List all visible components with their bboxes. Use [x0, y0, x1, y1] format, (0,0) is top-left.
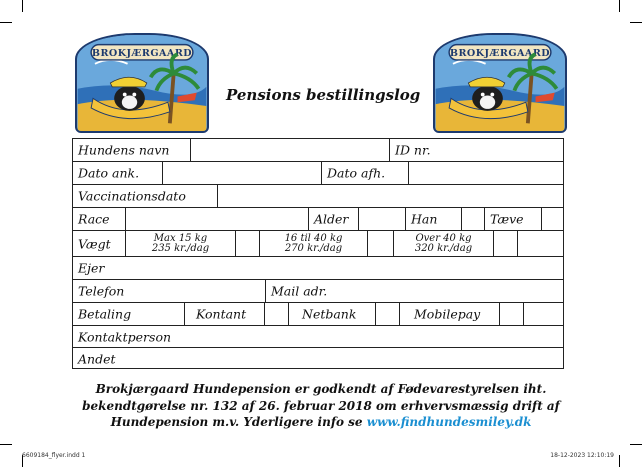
svg-text:BROKJÆRGAARD: BROKJÆRGAARD [449, 48, 551, 60]
arrival-date-field[interactable] [162, 162, 321, 184]
netbank-label: Netbank [302, 306, 357, 322]
price-tier-small: Max 15 kg 235 kr./dag [151, 232, 210, 254]
female-label: Tæve [490, 211, 524, 227]
form-row-phone [73, 280, 563, 303]
age-field[interactable] [358, 208, 405, 230]
race-label: Race [78, 211, 110, 227]
findhundesmiley-link[interactable]: www.findhundesmiley.dk [366, 415, 532, 429]
crop-mark [0, 444, 12, 445]
crop-mark [630, 22, 642, 23]
owner-label: Ejer [78, 260, 105, 276]
form-row-contact [73, 326, 563, 348]
id-field[interactable] [389, 139, 565, 161]
kennel-logo-image [435, 35, 565, 131]
price-tier-large: Over 40 kg 320 kr./dag [414, 232, 473, 254]
svg-text:BROKJÆRGAARD: BROKJÆRGAARD [91, 48, 193, 60]
vaccination-date-field[interactable] [217, 185, 565, 207]
mail-field[interactable] [265, 280, 565, 302]
mobilepay-checkbox[interactable] [499, 303, 523, 325]
payment-label: Betaling [78, 306, 132, 322]
phone-field[interactable] [73, 280, 265, 302]
female-checkbox[interactable] [541, 208, 565, 230]
form-row-weight [73, 231, 563, 257]
weight-field[interactable] [517, 231, 565, 256]
dog-name-field[interactable] [190, 139, 389, 161]
cash-label: Kontant [196, 306, 247, 322]
page-title: Pensions bestillingslog [226, 86, 421, 104]
form-row-owner [73, 257, 563, 280]
cash-checkbox[interactable] [264, 303, 288, 325]
crop-mark [630, 444, 642, 445]
other-label: Andet [78, 351, 116, 366]
price-tier-medium-check[interactable] [367, 231, 393, 256]
age-label: Alder [314, 211, 349, 227]
form-row-payment [73, 303, 563, 326]
weight-label: Vægt [78, 236, 111, 251]
price-tier-large-check[interactable] [493, 231, 517, 256]
race-field[interactable] [125, 208, 308, 230]
approval-notice: Brokjærgaard Hundepension er godkendt af Fødevarestyrelsen iht. bekendtgørelse nr. 132 af 26. februar 2018 om erhvervsmæssig drift af Hundepension m.v. Yderligere info se www.findhundesmiley.dk [82, 382, 560, 429]
form-row-vaccination [73, 185, 563, 208]
owner-field[interactable] [73, 257, 565, 279]
vaccination-date-label: Vaccinationsdato [78, 188, 186, 204]
kennel-logo-right [433, 33, 567, 133]
male-checkbox[interactable] [461, 208, 484, 230]
crop-mark [22, 0, 23, 12]
crop-mark [619, 0, 620, 12]
arrival-date-label: Dato ank. [78, 165, 140, 181]
mail-label: Mail adr. [271, 283, 328, 299]
form-row-name [73, 139, 563, 162]
form-row-dates [73, 162, 563, 185]
mobilepay-label: Mobilepay [414, 306, 481, 322]
payment-extra-field[interactable] [523, 303, 565, 325]
price-tier-medium: 16 til 40 kg 270 kr./dag [284, 232, 343, 254]
kennel-logo-left [75, 33, 209, 133]
price-tier-small-check[interactable] [235, 231, 259, 256]
kennel-logo-image [77, 35, 207, 131]
netbank-checkbox[interactable] [375, 303, 399, 325]
crop-mark [619, 455, 620, 467]
booking-form [72, 138, 564, 369]
contact-field[interactable] [73, 326, 565, 347]
print-timestamp: 18-12-2023 12:10:19 [550, 452, 614, 459]
crop-mark [0, 22, 12, 23]
form-row-race [73, 208, 563, 231]
departure-date-field[interactable] [408, 162, 565, 184]
male-label: Han [411, 211, 438, 227]
file-slug: 6609184_flyer.indd 1 [22, 452, 86, 459]
contact-label: Kontaktperson [78, 329, 172, 344]
form-row-other [73, 348, 563, 369]
dog-name-label: Hundens navn [78, 142, 170, 158]
phone-label: Telefon [78, 283, 125, 299]
departure-date-label: Dato afh. [327, 165, 386, 181]
other-field[interactable] [73, 348, 565, 369]
id-label: ID nr. [395, 142, 431, 158]
